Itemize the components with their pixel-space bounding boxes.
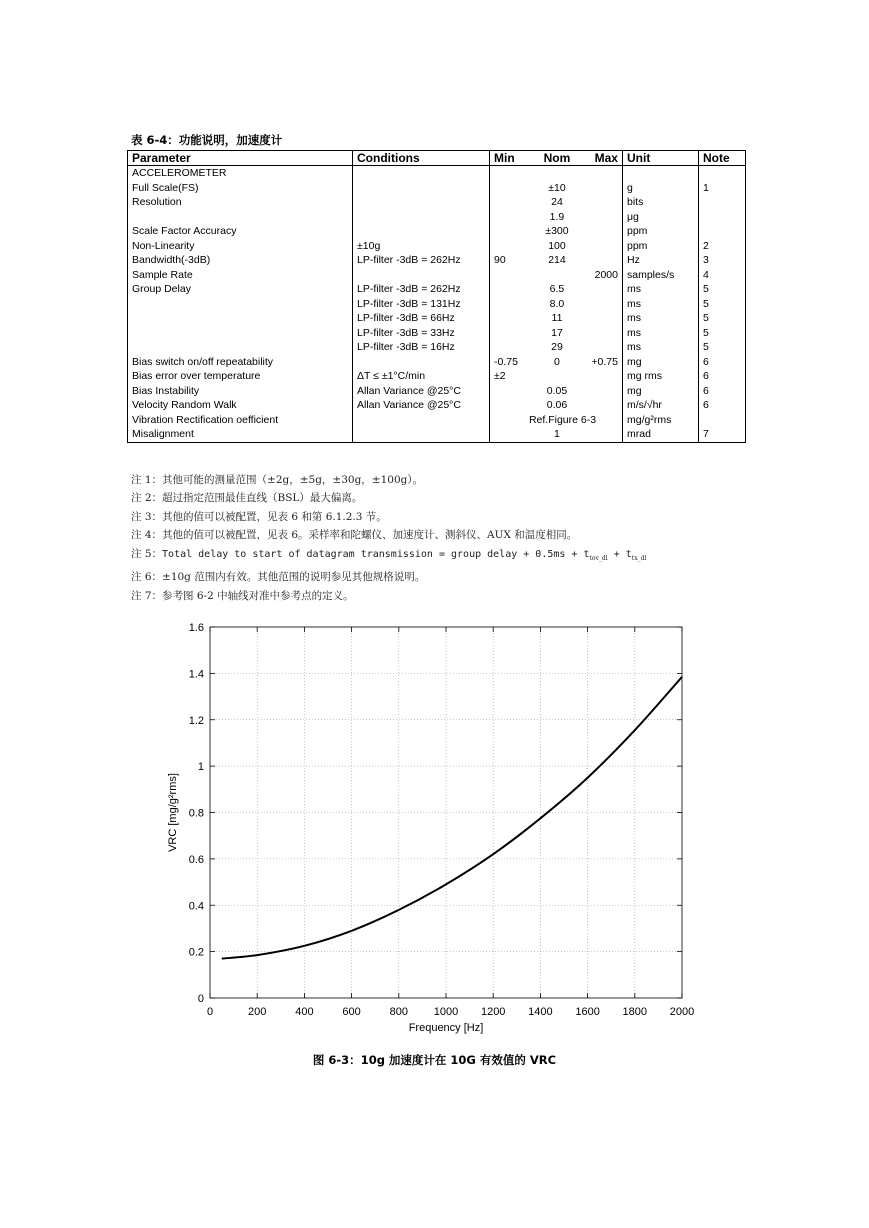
note-7: 注 7：参考图 6-2 中轴线对准中参考点的定义。 — [131, 589, 354, 602]
y-tick-label: 1.2 — [188, 714, 204, 727]
figure-caption: 图 6-3：10g 加速度计在 10G 有效值的 VRC — [312, 1053, 557, 1067]
cell-note: 6 — [699, 384, 746, 399]
cell-unit: bits — [623, 195, 699, 210]
cell-unit: ppm — [623, 224, 699, 239]
cell-max — [585, 413, 618, 428]
header-nom: Nom — [543, 151, 571, 165]
note-5 — [131, 545, 646, 569]
cell-min-nom-max — [490, 166, 623, 181]
table-row — [128, 398, 746, 413]
cell-note: 6 — [699, 355, 746, 370]
cell-max: +0.75 — [591, 355, 618, 368]
cell-min — [494, 326, 529, 341]
cell-unit: μg — [623, 210, 699, 225]
cell-min-nom-max — [490, 427, 623, 442]
cell-parameter: Non-Linearity — [128, 239, 353, 254]
cell-min — [494, 268, 529, 283]
cell-conditions: LP-filter -3dB = 262Hz — [353, 282, 490, 297]
cell-min-nom-max — [490, 355, 623, 370]
spec-table — [127, 150, 746, 443]
notes — [131, 471, 646, 605]
cell-min-nom-max — [490, 340, 623, 355]
cell-conditions — [353, 195, 490, 210]
cell-conditions: LP-filter -3dB = 262Hz — [353, 253, 490, 268]
cell-note: 3 — [699, 253, 746, 268]
cell-max — [585, 297, 618, 312]
table-row — [128, 384, 746, 399]
cell-nom: ±10 — [548, 181, 566, 194]
cell-nom: 29 — [551, 341, 563, 353]
cell-nom: 0.05 — [546, 384, 568, 397]
cell-min — [494, 210, 529, 225]
x-axis-label: Frequency [Hz] — [408, 1022, 484, 1034]
x-tick-label: 600 — [342, 1006, 361, 1018]
cell-min — [494, 384, 529, 399]
cell-conditions: LP-filter -3dB = 131Hz — [353, 297, 490, 312]
y-tick-label: 0.2 — [188, 946, 204, 959]
cell-conditions — [353, 181, 490, 196]
cell-min — [494, 181, 529, 196]
x-tick-label: 400 — [295, 1006, 314, 1018]
cell-unit: mg — [623, 355, 699, 370]
cell-unit: ms — [623, 311, 699, 326]
cell-conditions — [353, 427, 490, 442]
cell-note: 7 — [699, 427, 746, 442]
y-tick-label: 0.8 — [188, 807, 204, 820]
cell-conditions — [353, 166, 490, 181]
cell-conditions: Allan Variance @25°C — [353, 398, 490, 413]
cell-max — [585, 253, 618, 268]
cell-parameter: Sample Rate — [128, 268, 353, 283]
cell-conditions: LP-filter -3dB = 33Hz — [353, 326, 490, 341]
table-row — [128, 224, 746, 239]
cell-note — [699, 210, 746, 225]
cell-parameter: ACCELEROMETER — [128, 166, 353, 181]
cell-max: 2000 — [594, 268, 618, 281]
y-tick-label: 1.4 — [188, 668, 204, 681]
cell-min-nom-max — [490, 282, 623, 297]
header-min-nom-max — [490, 151, 623, 166]
table-row — [128, 210, 746, 225]
cell-min: 90 — [494, 254, 506, 266]
cell-parameter: Vibration Rectification oefficient — [128, 413, 353, 428]
cell-min — [494, 413, 529, 428]
cell-min-nom-max — [490, 398, 623, 413]
cell-nom: Ref.Figure 6-3 — [528, 413, 597, 426]
cell-conditions — [353, 355, 490, 370]
cell-max — [585, 210, 618, 225]
note-1: 注 1：其他可能的测量范围（±2g，±5g，±30g，±100g）。 — [131, 474, 424, 486]
vrc-curve — [222, 677, 682, 959]
cell-min — [494, 398, 529, 413]
cell-parameter — [128, 326, 353, 341]
table-row — [128, 268, 746, 283]
cell-note: 2 — [699, 239, 746, 254]
cell-min-nom-max — [490, 224, 623, 239]
note-3: 注 3：其他的值可以被配置，见表 6 和第 6.1.2.3 节。 — [131, 510, 387, 523]
cell-unit: Hz — [623, 253, 699, 268]
vrc-chart — [150, 612, 710, 1042]
cell-min — [494, 340, 529, 355]
cell-max — [585, 282, 618, 297]
table-header-row — [128, 151, 746, 166]
table-row — [128, 181, 746, 196]
cell-note: 1 — [699, 181, 746, 196]
cell-nom: 1.9 — [549, 210, 565, 223]
cell-conditions — [353, 268, 490, 283]
x-tick-label: 0 — [206, 1006, 214, 1018]
x-tick-label: 800 — [389, 1006, 408, 1018]
x-tick-label: 1400 — [528, 1006, 553, 1018]
cell-parameter: Bandwidth(-3dB) — [128, 253, 353, 268]
table-row — [128, 326, 746, 341]
cell-min — [494, 239, 529, 254]
cell-nom: ±300 — [545, 225, 569, 237]
x-tick-label: 200 — [248, 1006, 267, 1018]
cell-note: 4 — [699, 268, 746, 283]
header-max: Max — [594, 151, 618, 165]
table-caption: 表 6-4：功能说明，加速度计 — [131, 133, 283, 147]
y-tick-label: 0 — [197, 993, 204, 1005]
cell-unit: mg rms — [623, 369, 699, 384]
cell-min — [494, 427, 529, 442]
cell-min-nom-max — [490, 413, 623, 428]
cell-nom: 0 — [554, 355, 560, 368]
cell-nom — [529, 268, 584, 283]
cell-max — [585, 195, 618, 210]
cell-conditions — [353, 413, 490, 428]
table-row — [128, 369, 746, 384]
x-tick-label: 1000 — [433, 1006, 459, 1018]
cell-nom: 11 — [551, 312, 563, 324]
cell-note: 6 — [699, 369, 746, 384]
cell-min-nom-max — [490, 384, 623, 399]
cell-note: 5 — [699, 311, 746, 326]
cell-min-nom-max — [490, 239, 623, 254]
header-min: Min — [494, 151, 515, 165]
cell-note: 5 — [699, 326, 746, 341]
cell-conditions: ΔT ≤ ±1°C/min — [353, 369, 490, 384]
cell-min-nom-max — [490, 253, 623, 268]
cell-min-nom-max — [490, 369, 623, 384]
cell-unit: g — [623, 181, 699, 196]
table-row — [128, 311, 746, 326]
cell-min-nom-max — [490, 297, 623, 312]
cell-max — [585, 427, 618, 442]
y-axis-label: VRC [mg/g²rms] — [167, 773, 179, 852]
cell-nom: 0.06 — [546, 399, 568, 411]
cell-note: 5 — [699, 282, 746, 297]
cell-parameter: Bias switch on/off repeatability — [128, 355, 353, 370]
cell-max — [585, 181, 618, 196]
note-5-sub2: tx_dl — [631, 554, 647, 562]
cell-min-nom-max — [490, 195, 623, 210]
cell-parameter: Bias error over temperature — [128, 369, 353, 384]
cell-min-nom-max — [490, 210, 623, 225]
cell-max — [585, 311, 618, 326]
table-row — [128, 340, 746, 355]
x-tick-label: 1800 — [622, 1006, 648, 1018]
cell-max — [585, 398, 618, 413]
cell-unit: samples/s — [623, 268, 699, 283]
table-row — [128, 355, 746, 370]
cell-unit: mrad — [623, 427, 699, 442]
cell-min — [494, 224, 529, 239]
cell-conditions: ±10g — [353, 239, 490, 254]
y-tick-label: 1 — [197, 761, 204, 774]
cell-min — [494, 297, 529, 312]
note-5-plus: + t — [607, 548, 632, 560]
cell-parameter — [128, 297, 353, 312]
cell-conditions — [353, 210, 490, 225]
cell-note: 6 — [699, 398, 746, 413]
cell-unit: m/s/√hr — [623, 398, 699, 413]
table-row — [128, 413, 746, 428]
cell-max — [585, 326, 618, 341]
cell-conditions: Allan Variance @25°C — [353, 384, 490, 399]
note-4: 注 4：其他的值可以被配置，见表 6。采样率和陀螺仪、加速度计、测斜仪、AUX 和温度相同。 — [131, 529, 578, 542]
table-row — [128, 195, 746, 210]
cell-parameter: Full Scale(FS) — [128, 181, 353, 196]
x-tick-label: 2000 — [669, 1006, 695, 1018]
cell-parameter: Scale Factor Accuracy — [128, 224, 353, 239]
x-tick-label: 1200 — [480, 1006, 506, 1018]
cell-min: ±2 — [494, 370, 506, 382]
cell-note — [699, 224, 746, 239]
cell-min-nom-max — [490, 311, 623, 326]
cell-nom: 8.0 — [549, 297, 565, 310]
note-6: 注 6：±10g 范围内有效。其他范围的说明参见其他规格说明。 — [131, 571, 426, 584]
cell-unit: ms — [623, 282, 699, 297]
cell-max — [585, 340, 618, 355]
cell-note: 5 — [699, 297, 746, 312]
cell-max — [585, 239, 618, 254]
cell-nom: 214 — [548, 254, 566, 266]
header-note: Note — [699, 151, 746, 166]
cell-parameter: Bias Instability — [128, 384, 353, 399]
cell-nom: 6.5 — [549, 283, 565, 295]
cell-parameter — [128, 311, 353, 326]
cell-conditions: LP-filter -3dB = 16Hz — [353, 340, 490, 355]
cell-min — [494, 282, 529, 297]
table-row — [128, 297, 746, 312]
table-body — [128, 166, 746, 443]
note-5-text: Total delay to start of datagram transmission = group delay + 0.5ms + t — [162, 548, 590, 560]
cell-parameter: Misalignment — [128, 427, 353, 442]
table-row — [128, 427, 746, 442]
cell-nom: 17 — [551, 326, 563, 339]
cell-min — [494, 195, 529, 210]
cell-parameter — [128, 210, 353, 225]
cell-note — [699, 166, 746, 181]
cell-min: -0.75 — [494, 355, 518, 368]
x-tick-label: 1600 — [575, 1006, 600, 1018]
cell-unit: ms — [623, 340, 699, 355]
note-5-prefix: 注 5： — [131, 547, 163, 560]
y-tick-label: 0.4 — [188, 900, 204, 913]
table-row — [128, 239, 746, 254]
note-2: 注 2：超过指定范围最佳直线（BSL）最大偏离。 — [131, 492, 363, 505]
cell-unit — [623, 166, 699, 181]
cell-unit: ppm — [623, 239, 699, 254]
cell-unit: ms — [623, 326, 699, 341]
y-tick-label: 0.6 — [188, 853, 204, 866]
cell-nom — [529, 369, 584, 384]
cell-min — [494, 311, 529, 326]
cell-min-nom-max — [490, 268, 623, 283]
cell-max — [585, 384, 618, 399]
table-row — [128, 253, 746, 268]
cell-max — [585, 224, 618, 239]
cell-parameter — [128, 340, 353, 355]
cell-unit: mg/g²rms — [623, 413, 699, 428]
cell-nom: 100 — [548, 239, 566, 252]
header-unit: Unit — [623, 151, 699, 166]
table-row — [128, 166, 746, 181]
cell-unit: ms — [623, 297, 699, 312]
cell-unit: mg — [623, 384, 699, 399]
note-5-sub1: tov_dl — [589, 554, 608, 562]
header-parameter: Parameter — [128, 151, 353, 166]
cell-min-nom-max — [490, 326, 623, 341]
cell-conditions — [353, 224, 490, 239]
cell-nom: 24 — [551, 196, 563, 208]
table-row — [128, 282, 746, 297]
y-tick-label: 1.6 — [188, 622, 204, 634]
cell-parameter: Velocity Random Walk — [128, 398, 353, 413]
cell-max — [585, 369, 618, 384]
header-conditions: Conditions — [353, 151, 490, 166]
cell-parameter: Group Delay — [128, 282, 353, 297]
cell-note — [699, 413, 746, 428]
cell-parameter: Resolution — [128, 195, 353, 210]
cell-note — [699, 195, 746, 210]
cell-note: 5 — [699, 340, 746, 355]
cell-conditions: LP-filter -3dB = 66Hz — [353, 311, 490, 326]
cell-nom: 1 — [554, 428, 560, 440]
cell-min-nom-max — [490, 181, 623, 196]
